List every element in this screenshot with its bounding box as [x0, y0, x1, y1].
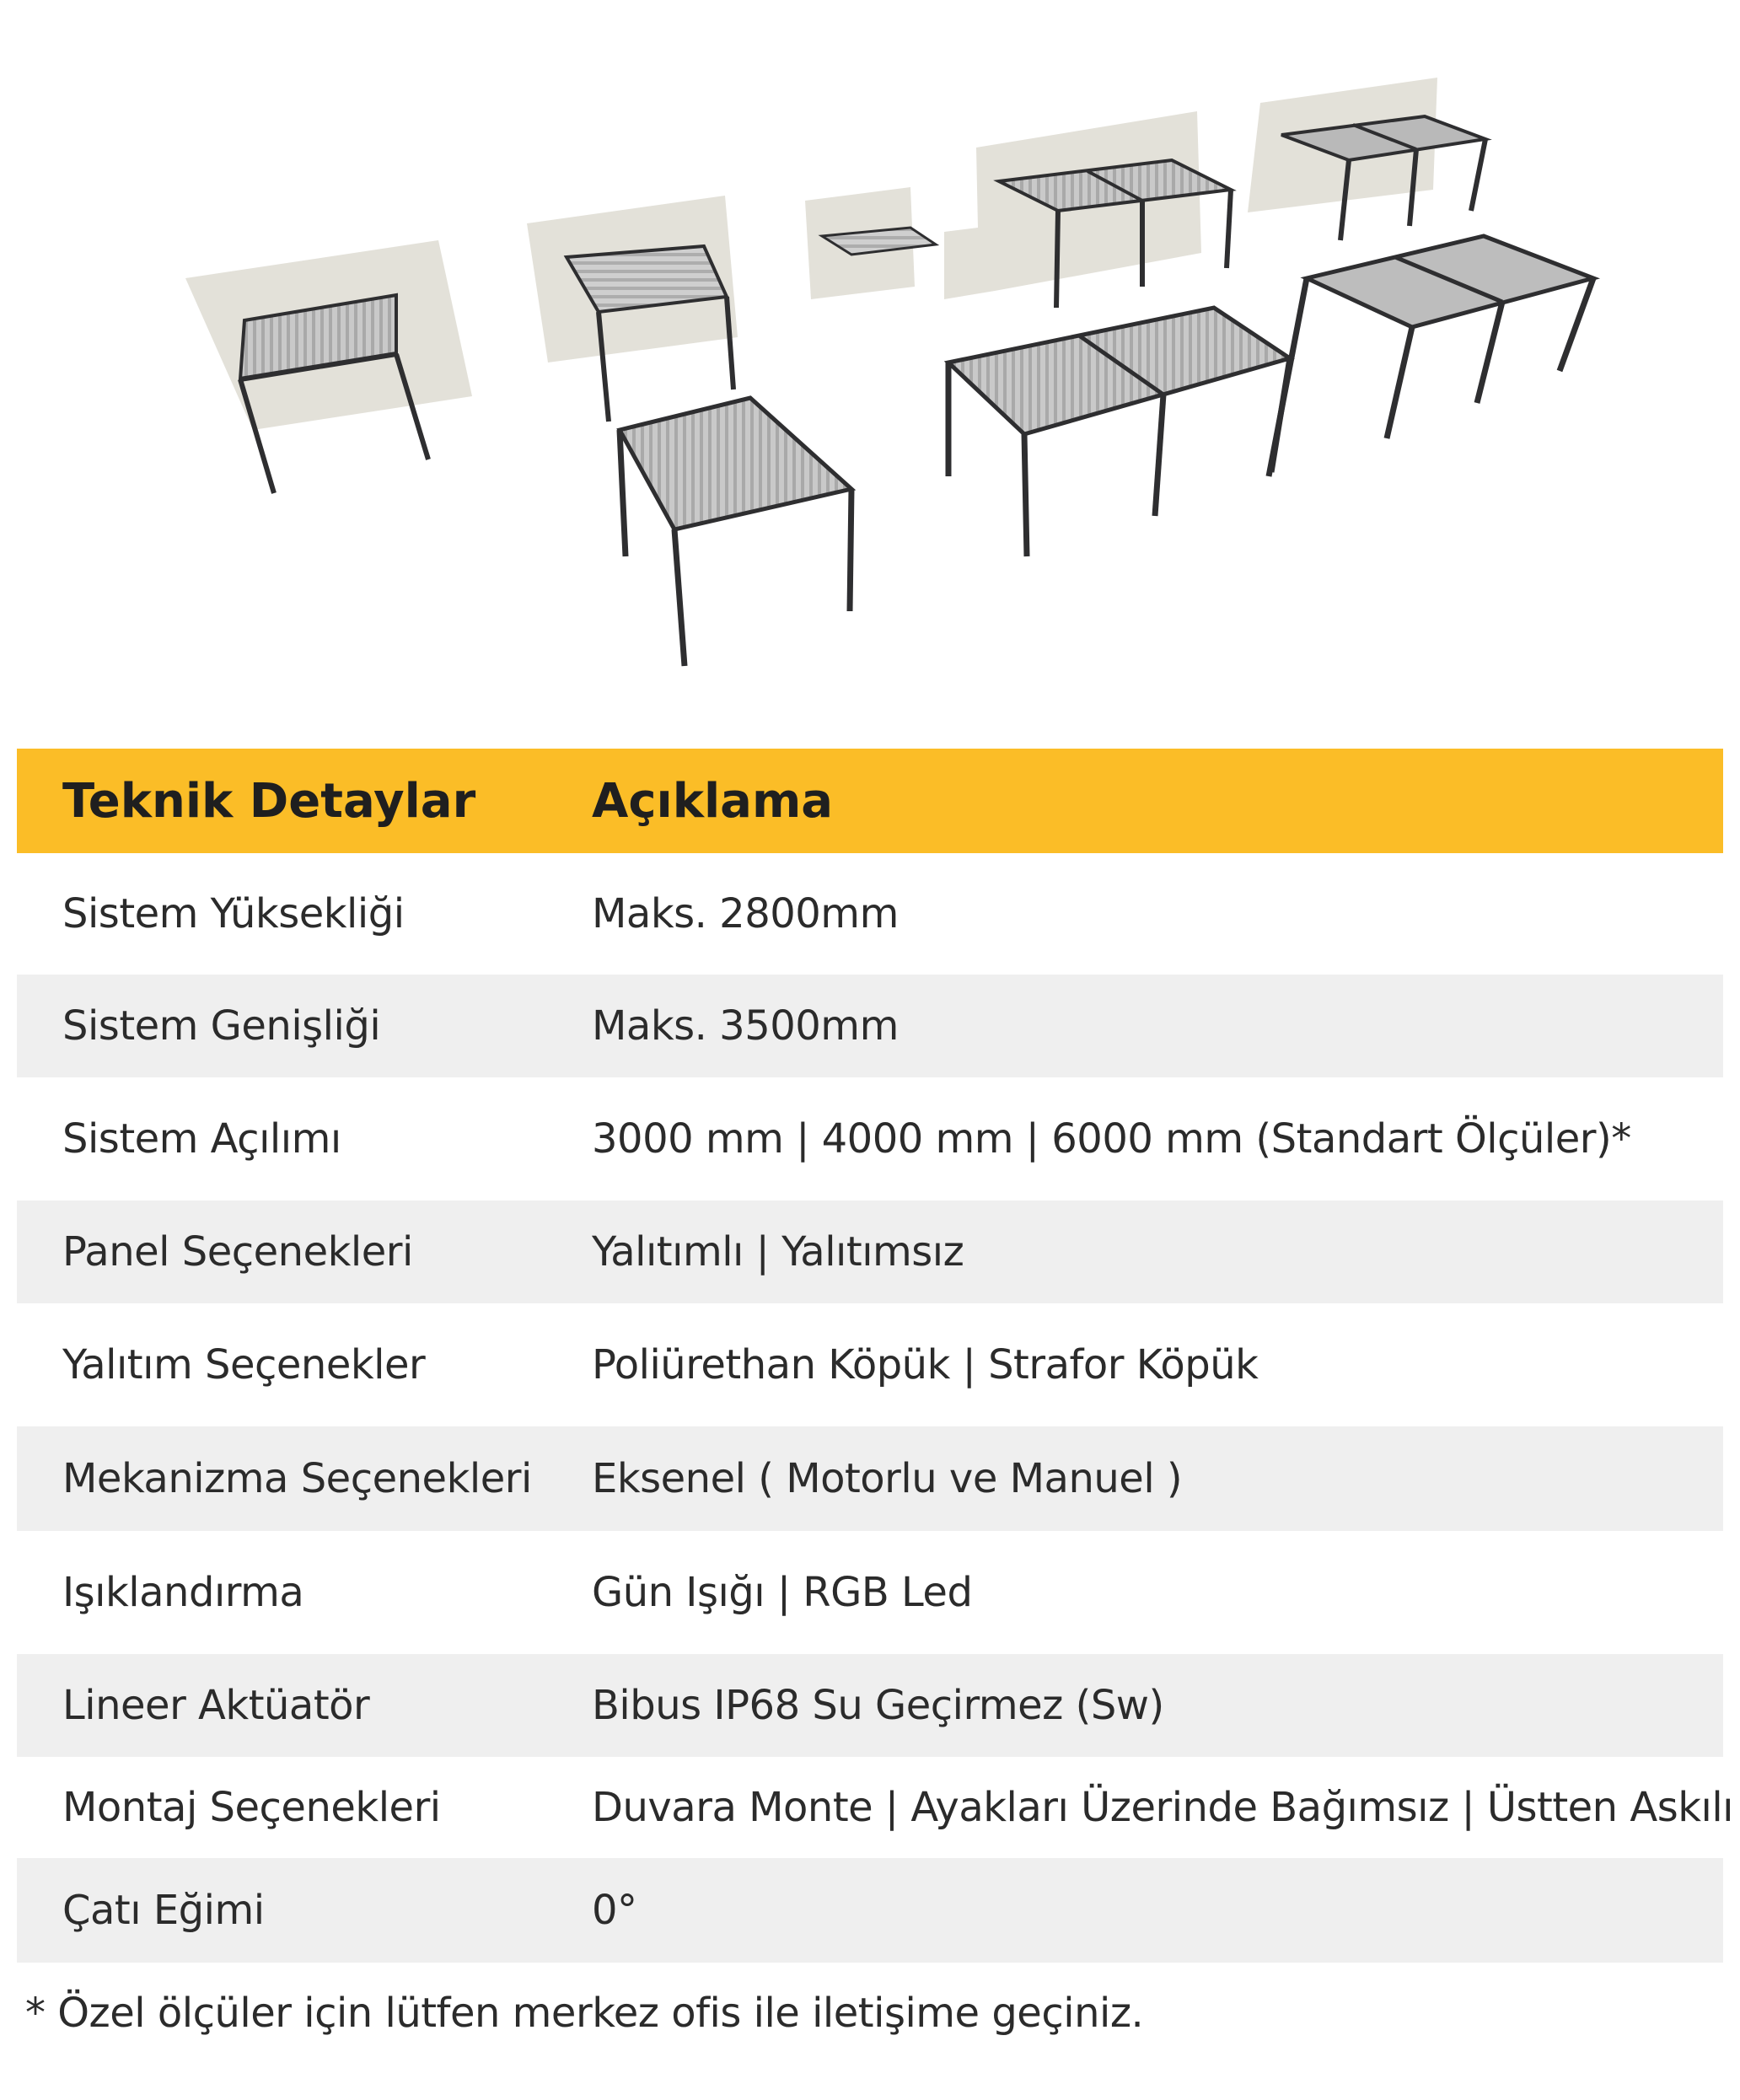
table-row [17, 1531, 1723, 1654]
row-label: Sistem Genişliği [62, 1002, 381, 1050]
row-value: Duvara Monte | Ayakları Üzerinde Bağımsız | Üstten Askılı [592, 1784, 1734, 1831]
row-value: Poliürethan Köpük | Strafor Köpük [592, 1341, 1259, 1388]
row-value: Eksenel ( Motorlu ve Manuel ) [592, 1455, 1183, 1502]
row-value: Gün Işığı | RGB Led [592, 1569, 973, 1616]
pergola-wall-mounted-double-2 [1248, 78, 1485, 240]
header-description: Açıklama [592, 773, 834, 829]
row-label: Montaj Seçenekleri [62, 1784, 441, 1831]
pergola-freestanding-double-solid [1269, 236, 1593, 476]
row-value: Maks. 3500mm [592, 1002, 899, 1050]
pergola-wall-mounted-2 [527, 196, 738, 422]
pergola-wall-mounted-double [944, 111, 1231, 308]
row-label: Mekanizma Seçenekleri [62, 1455, 532, 1502]
header-technical-details: Teknik Detaylar [62, 773, 476, 829]
row-value: Yalıtımlı | Yalıtımsız [592, 1228, 964, 1276]
row-value: Maks. 2800mm [592, 890, 899, 937]
footnote: * Özel ölçüler için lütfen merkez ofis ile iletişime geçiniz. [25, 1990, 1144, 2037]
row-label: Sistem Yüksekliği [62, 890, 405, 937]
row-value: 3000 mm | 4000 mm | 6000 mm (Standart Ölçüler)* [592, 1115, 1631, 1163]
row-value: 0° [592, 1887, 637, 1934]
row-label: Yalıtım Seçenekler [62, 1341, 426, 1388]
row-label: Çatı Eğimi [62, 1887, 265, 1934]
table-row [17, 1426, 1723, 1531]
table-row [17, 975, 1723, 1077]
table-row [17, 1303, 1723, 1426]
table-row [17, 1200, 1723, 1303]
row-value: Bibus IP68 Su Geçirmez (Sw) [592, 1682, 1164, 1729]
table-row [17, 1077, 1723, 1200]
table-row [17, 1757, 1734, 1858]
table-row [17, 1654, 1723, 1757]
row-label: Işıklandırma [62, 1569, 304, 1616]
pergola-wall-mounted-1 [185, 240, 472, 493]
pergola-models-illustration [0, 0, 1740, 725]
table-header-row [17, 749, 1723, 853]
row-label: Lineer Aktüatör [62, 1682, 370, 1729]
table-row [17, 1858, 1723, 1963]
table-row [17, 853, 1723, 975]
row-label: Sistem Açılımı [62, 1115, 341, 1163]
pergola-freestanding-single [620, 398, 851, 666]
pergola-cantilever [805, 187, 936, 299]
pergola-freestanding-double [948, 308, 1290, 556]
row-label: Panel Seçenekleri [62, 1228, 413, 1276]
